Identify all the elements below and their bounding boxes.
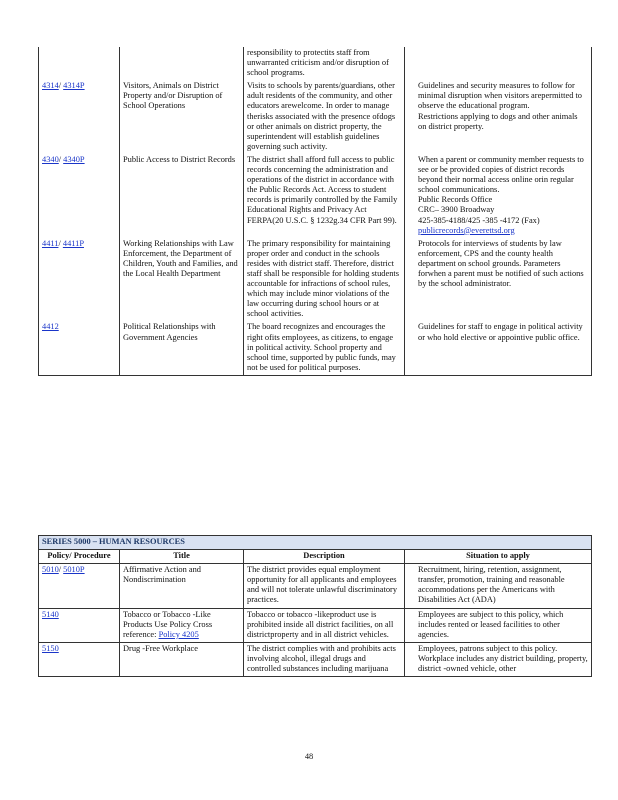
policy-cell: 5010/ 5010P: [39, 564, 120, 608]
title-cell: Tobacco or Tobacco -Like Products Use Policy Cross reference: Policy 4205: [120, 608, 244, 642]
description-cell: The district provides equal employment opportunity for all applicants and employees and will not tolerate unlawful discriminatory practices.: [244, 564, 405, 608]
situation-text: Protocols for interviews of students by law enforcement, CPS and the county health department on school grounds. Parameters forwhen a parent must be notified of such actions by the school administrator.: [418, 238, 584, 289]
description-cell: Tobacco or tobacco -likeproduct use is prohibited inside all district facilities, on all districtproperty and in all district vehicles.: [244, 608, 405, 642]
title-cell: Public Access to District Records: [120, 154, 244, 238]
description-cell: The district shall afford full access to public records concerning the administration and operations of the district in accordance with the Public Records Act. Access to student records is primarily controlled by the Family Educational Rights and Privacy Act FERPA(20 U.S.C. § 1232g.34 CFR Part 99).: [244, 154, 405, 238]
policy-cell: 4340/ 4340P: [39, 154, 120, 238]
bullet-icon: [408, 644, 418, 674]
policy-link[interactable]: 5010P: [63, 565, 85, 575]
policy-cell: 4411/ 4411P: [39, 238, 120, 322]
policy-link[interactable]: 4314: [42, 81, 59, 91]
situation-cell: [405, 154, 592, 238]
table-row: [39, 47, 592, 80]
page-number: 48: [304, 752, 314, 761]
table-row: [39, 608, 592, 642]
situation-cell: [405, 47, 592, 80]
col-header-policy: Policy/ Procedure: [39, 550, 120, 564]
table-row: [39, 238, 592, 322]
situation-bullet: [408, 239, 588, 289]
table-row: [39, 154, 592, 238]
policy-link[interactable]: 4411: [42, 238, 59, 248]
situation-bullet: [408, 112, 588, 132]
col-header-situation: Situation to apply: [405, 550, 592, 564]
series-rows: [39, 564, 592, 677]
series-title: SERIES 5000 – HUMAN RESOURCES: [39, 536, 592, 550]
table-row: [39, 642, 592, 676]
table-row: [39, 321, 592, 375]
top-rows: [39, 47, 592, 375]
table-row: [39, 80, 592, 154]
situation-text: Guidelines for staff to engage in political activity or who hold elective or appointive public office.: [418, 322, 583, 342]
bullet-icon: [408, 322, 418, 342]
policy-link[interactable]: 5140: [42, 609, 59, 619]
policy-cell: [39, 642, 120, 676]
title-cell: [120, 47, 244, 80]
situation-cell: [405, 321, 592, 375]
situation-text: Guidelines and security measures to follow for minimal disruption when visitors arepermitted to observe the educational program.: [418, 81, 582, 111]
situation-bullet: [408, 195, 588, 235]
bullet-icon: [408, 155, 418, 195]
column-header-row: [39, 550, 592, 564]
col-header-title: Title: [120, 550, 244, 564]
policy-link[interactable]: 5150: [42, 643, 59, 653]
situation-text: Restrictions applying to dogs and other animals on district property.: [418, 111, 578, 131]
situation-bullet: [408, 565, 588, 605]
bullet-icon: [408, 565, 418, 605]
description-cell: Visits to schools by parents/guardians, other adult residents of the community, and other educators arewelcome. In order to manage therisks associated with the presence ofdogs or other animals on district property, the superintendent will establish guidelines governing such activity.: [244, 80, 405, 154]
policy-cell: 4314/ 4314P: [39, 80, 120, 154]
series-5000-table: [38, 535, 592, 677]
situation-cell: [405, 238, 592, 322]
situation-cell: [405, 608, 592, 642]
situation-bullet: [408, 81, 588, 111]
policy-link[interactable]: 4340P: [63, 154, 85, 164]
description-cell: The district complies with and prohibits acts involving alcohol, illegal drugs and controlled substances including marijuana: [244, 642, 405, 676]
situation-text: Public Records Office CRC– 3900 Broadway 425-385-4188/425 -385 -4172 (Fax) publicrecords@everettsd.org: [418, 195, 540, 235]
policy-cell: [39, 321, 120, 375]
policy-cell: [39, 608, 120, 642]
situation-bullet: [408, 644, 588, 674]
policy-link[interactable]: 4411P: [62, 238, 84, 248]
title-cell: Drug -Free Workplace: [120, 642, 244, 676]
policy-link[interactable]: 4412: [42, 322, 59, 332]
policy-table-continued: [38, 47, 592, 376]
situation-text: Employees are subject to this policy, which includes rented or leased facilities to other agencies.: [418, 609, 564, 639]
title-cell: Political Relationships with Government Agencies: [120, 321, 244, 375]
situation-cell: [405, 642, 592, 676]
title-cell: Affirmative Action and Nondiscrimination: [120, 564, 244, 608]
bullet-icon: [408, 610, 418, 640]
policy-cell: [39, 47, 120, 80]
situation-cell: [405, 564, 592, 608]
email-link[interactable]: publicrecords@everettsd.org: [418, 225, 515, 235]
description-cell: The primary responsibility for maintaining proper order and conduct in the schools resides with district staff. Therefore, district staff shall be responsible for holding students accountable for infractions of school rules, which may include minor violations of the law occurring during school hours or at school activities.: [244, 238, 405, 322]
description-cell: The board recognizes and encourages the right ofits employees, as citizens, to engage in political activity. School property and school time, supported by public funds, may not be used for political purposes.: [244, 321, 405, 375]
situation-bullet: [408, 322, 588, 342]
situation-text: Recruitment, hiring, retention, assignment, transfer, promotion, training and reasonable accommodations per the Americans with Disabilities Act (ADA): [418, 565, 565, 605]
policy-link[interactable]: 4314P: [63, 81, 85, 91]
policy-link[interactable]: 5010: [42, 565, 59, 575]
description-cell: responsibility to protectits staff from unwarranted criticism and/or disruption of school programs.: [244, 47, 405, 80]
bullet-icon: [408, 81, 418, 111]
title-cell: Visitors, Animals on District Property and/or Disruption of School Operations: [120, 80, 244, 154]
situation-text: Employees, patrons subject to this policy. Workplace includes any district building, property, district -owned vehicle, other: [418, 643, 588, 674]
situation-bullet: [408, 155, 588, 195]
bullet-icon: [408, 112, 418, 132]
col-header-description: Description: [244, 550, 405, 564]
bullet-icon: [408, 239, 418, 289]
situation-text: When a parent or community member requests to see or be provided copies of district records beyond their normal access online orin regular school communications.: [418, 154, 584, 195]
title-cell: Working Relationships with Law Enforcement, the Department of Children, Youth and Families, and the Local Health Department: [120, 238, 244, 322]
situation-bullet: [408, 610, 588, 640]
situation-cell: [405, 80, 592, 154]
policy-link[interactable]: 4340: [42, 154, 59, 164]
table-row: [39, 564, 592, 608]
bullet-icon: [408, 195, 418, 235]
cross-reference-link[interactable]: Policy 4205: [158, 629, 199, 639]
